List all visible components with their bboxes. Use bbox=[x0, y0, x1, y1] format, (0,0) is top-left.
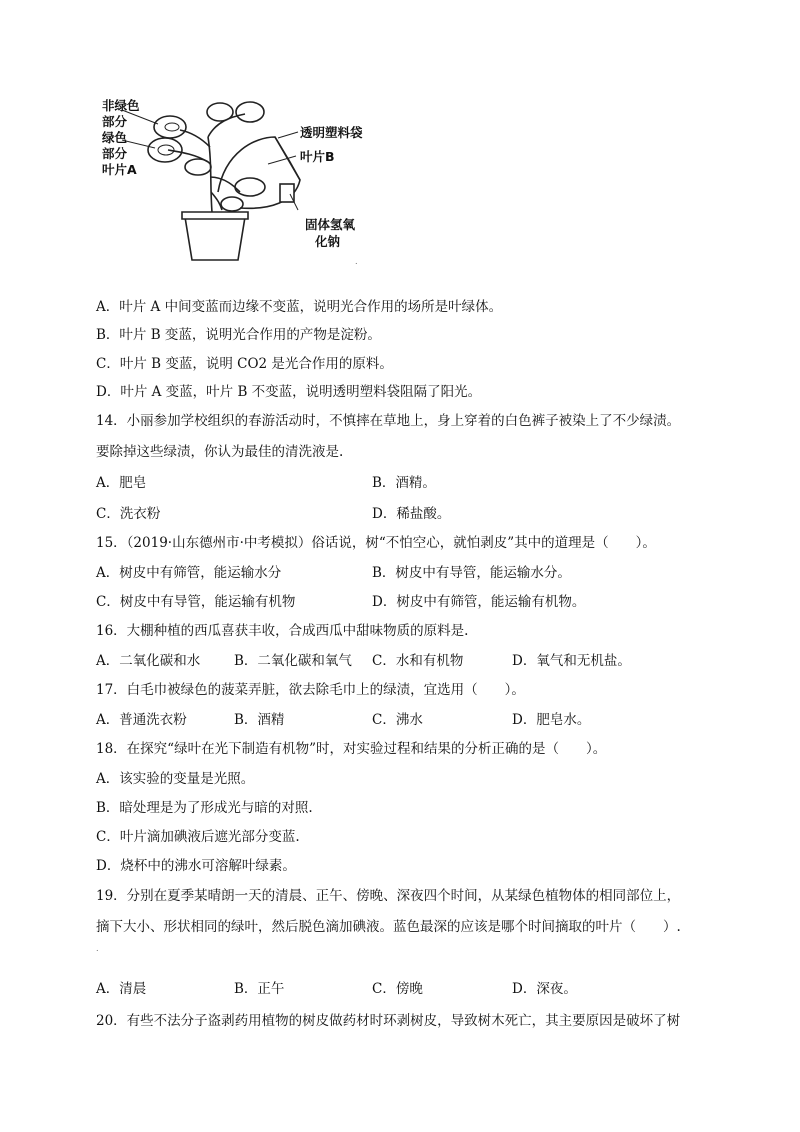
label-leaf-a: 叶片A bbox=[102, 162, 137, 177]
q16-stem: 16．大棚种植的西瓜喜获丰收，合成西瓜中甜味物质的原料是. bbox=[96, 623, 469, 639]
q13-option-d: D．叶片 A 变蓝，叶片 B 不变蓝，说明透明塑料袋阻隔了阳光。 bbox=[96, 384, 482, 400]
q20-stem-line1: 20．有些不法分子盗剥药用植物的树皮做药材时环剥树皮，导致树木死亡，其主要原因是破坏了树 bbox=[96, 1013, 681, 1029]
q19-option-c: C．傍晚 bbox=[372, 981, 423, 997]
figure-tail-mark: . bbox=[355, 257, 358, 266]
q19-stem-line1: 19．分别在夏季某晴朗一天的清晨、正午、傍晚、深夜四个时间，从某绿色植物体的相同部位上， bbox=[96, 888, 681, 904]
q16-option-a: A．二氧化碳和水 bbox=[96, 653, 201, 669]
q17-option-c: C．沸水 bbox=[372, 712, 423, 728]
label-naoh: 固体氢氧 bbox=[305, 217, 356, 232]
q18-option-d: D．烧杯中的沸水可溶解叶绿素。 bbox=[96, 858, 296, 874]
q14-stem-line2: 要除掉这些绿渍，你认为最佳的清洗液是. bbox=[96, 444, 344, 460]
q14-stem-line1: 14．小丽参加学校组织的春游活动时，不慎摔在草地上，身上穿着的白色裤子被染上了不少绿渍。 bbox=[96, 413, 681, 429]
plant-illustration bbox=[100, 92, 420, 272]
label-non-green: 非绿色 bbox=[102, 98, 140, 113]
q18-option-a: A．该实验的变量是光照。 bbox=[96, 771, 255, 787]
q14-option-b: B．酒精。 bbox=[372, 475, 436, 491]
q16-option-b: B．二氧化碳和氧气 bbox=[234, 653, 352, 669]
q15-stem: 15．（2019·山东德州市·中考模拟）俗话说，树“不怕空心，就怕剥皮”其中的道理是（ ）。 bbox=[96, 535, 656, 551]
q15-option-c: C．树皮中有导管，能运输有机物 bbox=[96, 594, 296, 610]
q15-option-d: D．树皮中有筛管，能运输有机物。 bbox=[372, 594, 586, 610]
q19-stem-line2: 摘下大小、形状相同的绿叶，然后脱色滴加碘液。蓝色最深的应该是哪个时间摘取的叶片（ ）. bbox=[96, 919, 681, 935]
q17-option-d: D．肥皂水。 bbox=[512, 712, 591, 728]
q18-option-b: B．暗处理是为了形成光与暗的对照. bbox=[96, 800, 313, 816]
q19-option-d: D．深夜。 bbox=[512, 981, 577, 997]
q17-option-b: B．酒精 bbox=[234, 712, 285, 728]
label-green: 绿色 bbox=[102, 130, 128, 145]
q18-stem: 18．在探究“绿叶在光下制造有机物”时，对实验过程和结果的分析正确的是（ ）。 bbox=[96, 741, 607, 757]
q14-option-d: D．稀盐酸。 bbox=[372, 506, 451, 522]
label-non-green-part: 部分 bbox=[102, 114, 128, 129]
q16-option-c: C．水和有机物 bbox=[372, 653, 464, 669]
q15-option-a: A．树皮中有筛管，能运输水分 bbox=[96, 565, 282, 581]
q13-option-b: B．叶片 B 变蓝，说明光合作用的产物是淀粉。 bbox=[96, 327, 381, 343]
q19-mark: . bbox=[96, 944, 99, 953]
q18-option-c: C．叶片滴加碘液后遮光部分变蓝. bbox=[96, 829, 300, 845]
q16-option-d: D．氧气和无机盐。 bbox=[512, 653, 631, 669]
label-naoh-2: 化钠 bbox=[315, 234, 341, 249]
label-green-part: 部分 bbox=[102, 146, 128, 161]
plant-experiment-figure bbox=[100, 92, 420, 272]
q13-option-c: C．叶片 B 变蓝，说明 CO2 是光合作用的原料。 bbox=[96, 356, 393, 372]
label-leaf-b: 叶片B bbox=[300, 149, 335, 164]
q19-option-a: A．清晨 bbox=[96, 981, 147, 997]
q19-option-b: B．正午 bbox=[234, 981, 285, 997]
q13-option-a: A．叶片 A 中间变蓝而边缘不变蓝，说明光合作用的场所是叶绿体。 bbox=[96, 299, 503, 315]
q14-option-a: A．肥皂 bbox=[96, 475, 147, 491]
q17-stem: 17．白毛巾被绿色的菠菜弄脏，欲去除毛巾上的绿渍，宜选用（ ）。 bbox=[96, 682, 525, 698]
q17-option-a: A．普通洗衣粉 bbox=[96, 712, 187, 728]
q15-option-b: B．树皮中有导管，能运输水分。 bbox=[372, 565, 571, 581]
label-plastic-bag: 透明塑料袋 bbox=[300, 125, 363, 140]
q14-option-c: C．洗衣粉 bbox=[96, 506, 161, 522]
